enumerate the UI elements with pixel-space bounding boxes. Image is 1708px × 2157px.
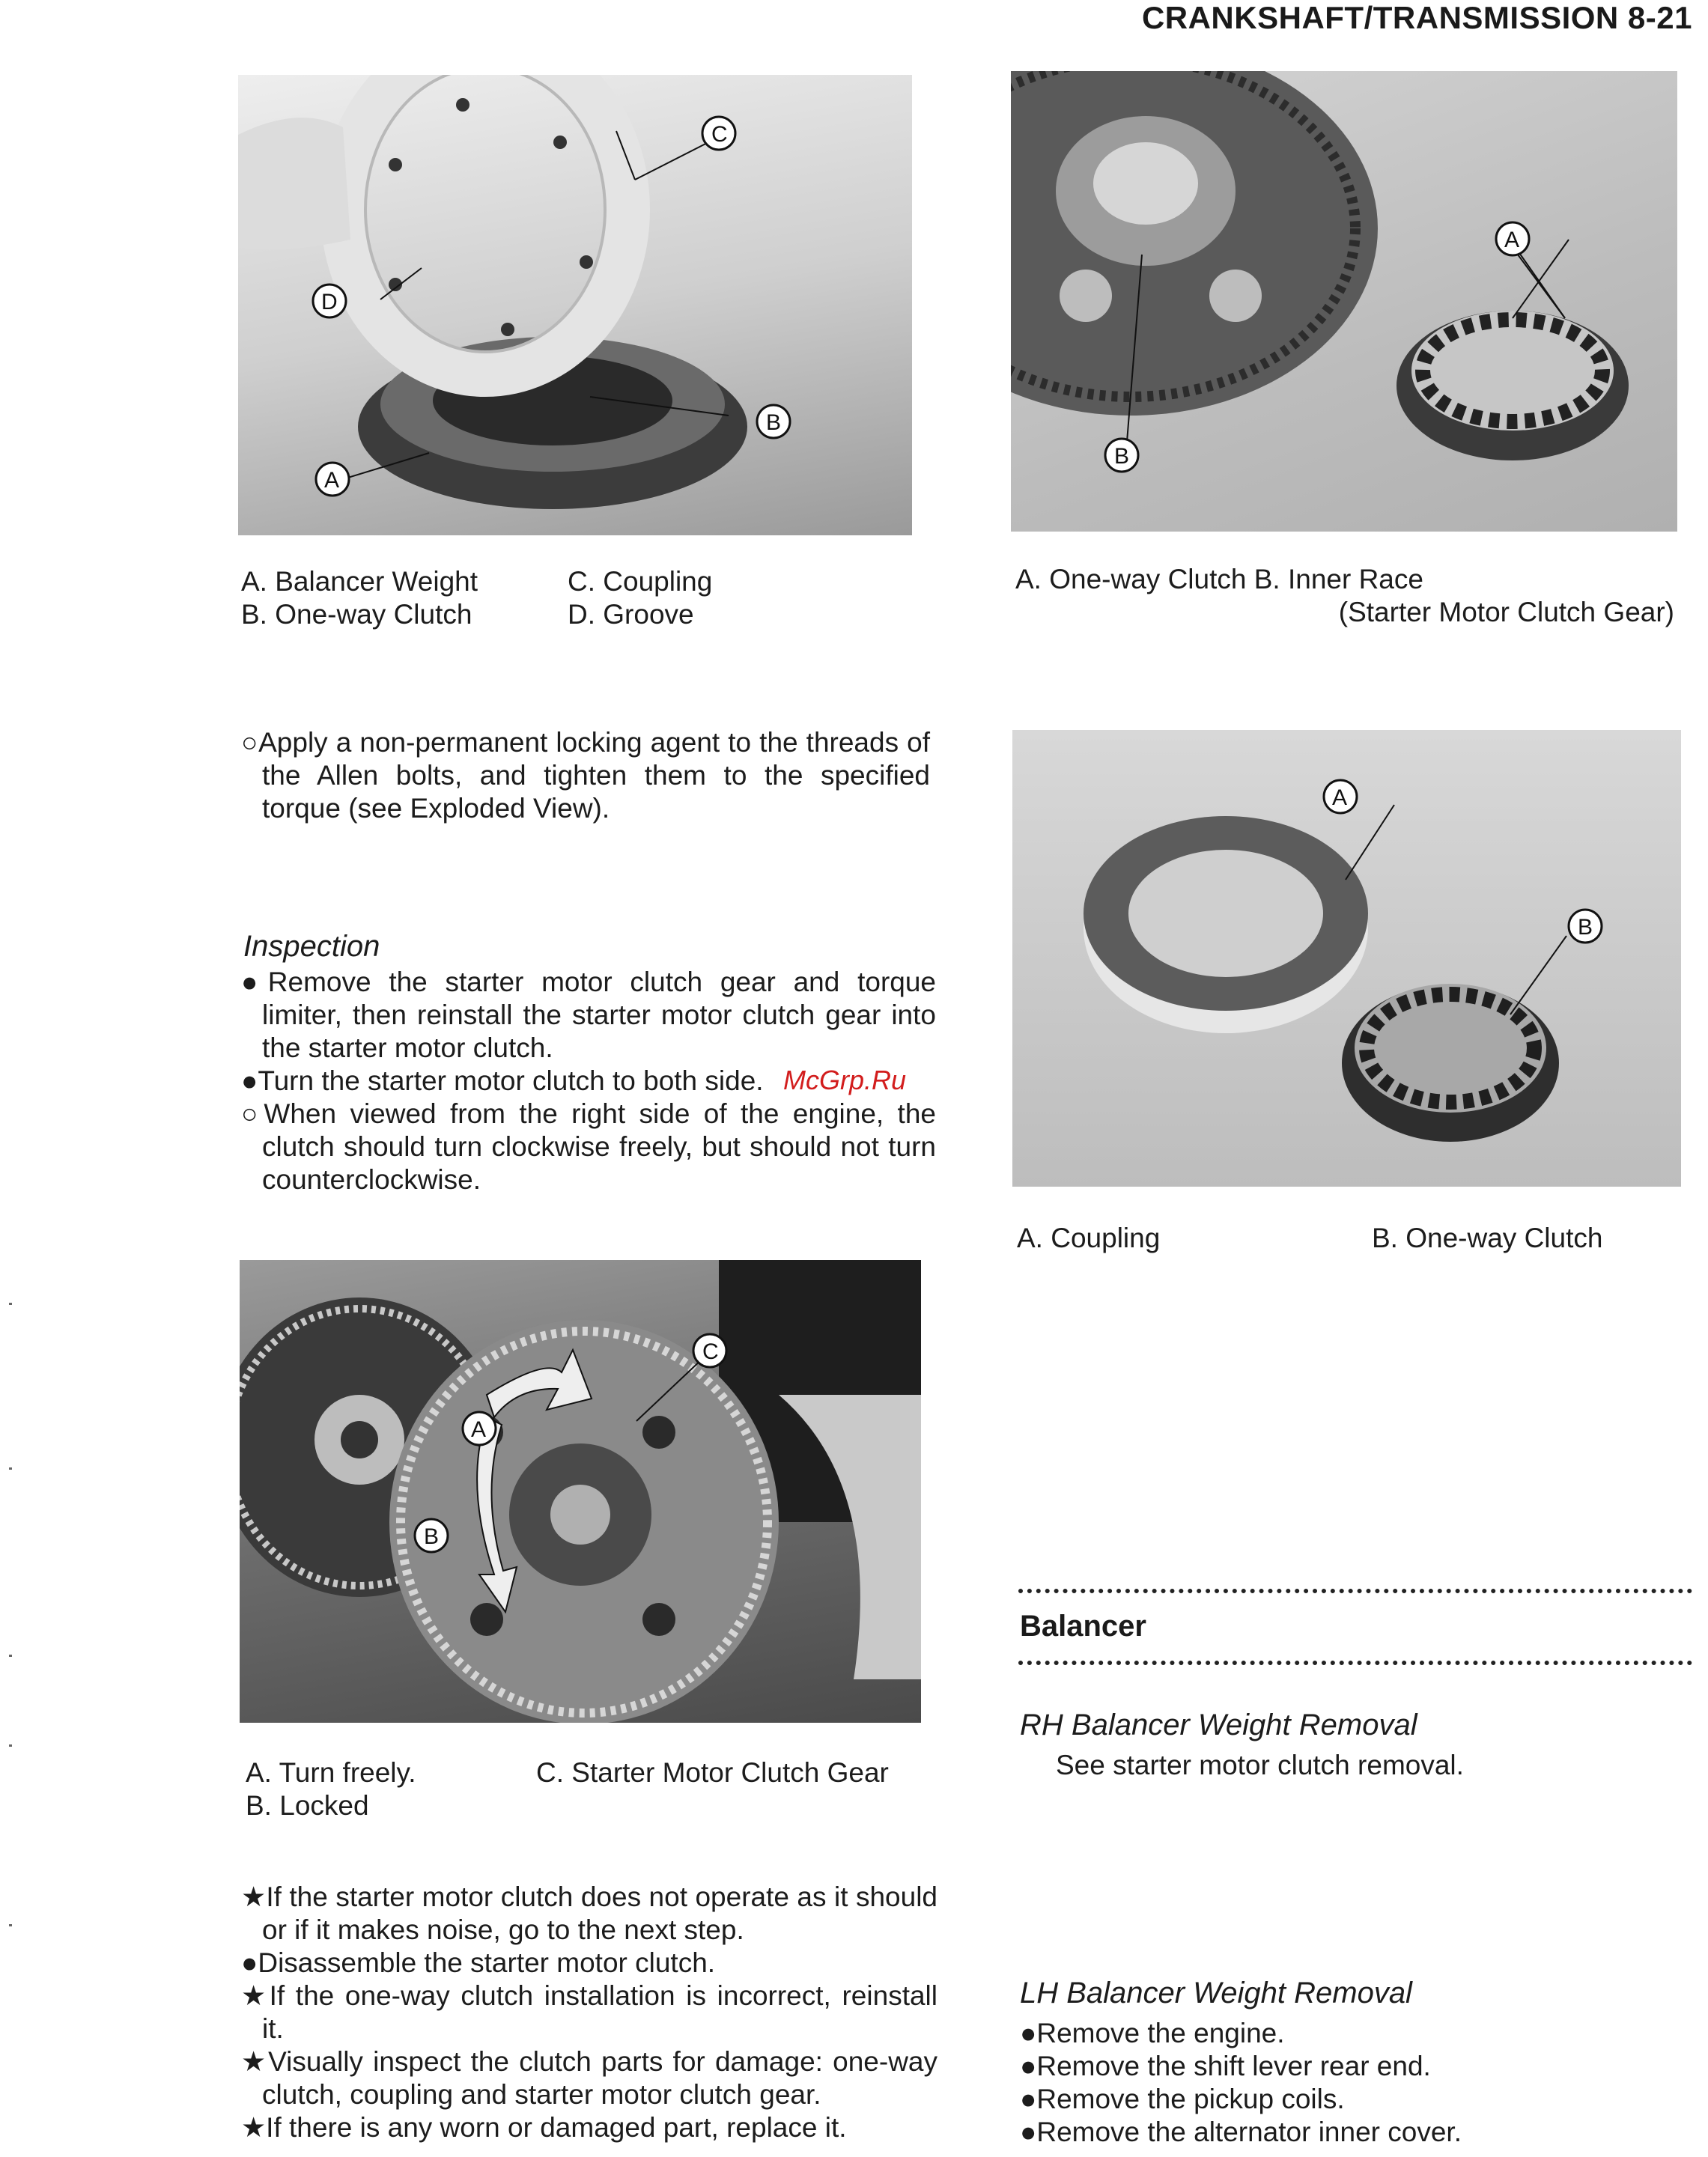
photo-balancer-weight xyxy=(238,75,912,535)
lh-balancer-list xyxy=(1020,2017,1679,2149)
callout-a xyxy=(316,463,349,496)
step-item: ★If there is any worn or damaged part, replace it. xyxy=(241,2112,847,2143)
step-item: ★If the starter motor clutch does not operate as it should or if it makes noise, go to the next step. xyxy=(241,1881,937,1945)
svg-text:A: A xyxy=(324,468,340,493)
photo-coupling-clutch xyxy=(1012,730,1681,1187)
disassembly-steps xyxy=(241,1881,937,2144)
page-header: CRANKSHAFT/TRANSMISSION 8-21 xyxy=(1141,0,1692,35)
svg-text:C: C xyxy=(702,1339,719,1364)
svg-text:B: B xyxy=(1578,915,1593,940)
margin-mark xyxy=(9,1467,12,1470)
caption-balancer-weight-col2: C. Coupling D. Groove xyxy=(568,566,713,630)
inspection-item: ●Remove the starter motor clutch gear and torque limiter, then reinstall the starter motor clutch gear into the starter motor clutch. xyxy=(241,967,936,1063)
step-item: ★Visually inspect the clutch parts for damage: one-way clutch, coupling and starter motor clutch gear. xyxy=(241,2046,937,2110)
inspection-item: ●Turn the starter motor clutch to both side. xyxy=(241,1065,764,1096)
balancer-weight-illustration xyxy=(238,75,912,535)
section-title-balancer: Balancer xyxy=(1020,1610,1146,1643)
svg-text:B: B xyxy=(766,410,782,435)
margin-mark xyxy=(9,1655,12,1657)
coupling-clutch-illustration xyxy=(1012,730,1681,1187)
caption-turn-test-col1: A. Turn freely. B. Locked xyxy=(246,1757,416,1821)
margin-mark xyxy=(9,1744,12,1747)
callout-d xyxy=(313,285,346,317)
inspection-heading: Inspection xyxy=(243,930,380,963)
svg-text:A: A xyxy=(1332,785,1348,810)
caption-coupling: A. Coupling xyxy=(1017,1223,1161,1253)
lh-item: ●Remove the shift lever rear end. xyxy=(1020,2051,1431,2081)
lh-balancer-heading: LH Balancer Weight Removal xyxy=(1020,1977,1412,2010)
callout-c xyxy=(702,117,735,150)
lh-item: ●Remove the alternator inner cover. xyxy=(1020,2117,1462,2147)
svg-text:D: D xyxy=(321,290,338,314)
margin-mark xyxy=(9,1924,12,1926)
turn-test-illustration xyxy=(240,1260,921,1723)
callout-b xyxy=(757,405,790,438)
svg-text:A: A xyxy=(1504,228,1520,252)
caption-balancer-weight-col1: A. Balancer Weight B. One-way Clutch xyxy=(241,566,478,630)
callout-c xyxy=(693,1334,726,1367)
callout-a xyxy=(1496,222,1529,255)
caption-one-way-clutch: B. One-way Clutch xyxy=(1372,1223,1603,1253)
inspection-item: ○When viewed from the right side of the engine, the clutch should turn clockwise freely, but should not turn counterclockwise. xyxy=(241,1098,936,1195)
lh-item: ●Remove the engine. xyxy=(1020,2018,1285,2048)
watermark-text: McGrp.Ru xyxy=(783,1065,907,1095)
apply-locking-agent-text: ○Apply a non-permanent locking agent to the threads of the Allen bolts, and tighten them to the specified torque (see Exploded View). xyxy=(241,727,930,824)
svg-text:B: B xyxy=(1114,444,1130,469)
one-way-inner-race-illustration xyxy=(1011,71,1677,532)
caption-turn-test-col2: C. Starter Motor Clutch Gear xyxy=(536,1757,889,1788)
photo-turn-test xyxy=(240,1260,921,1723)
callout-b xyxy=(1105,439,1138,472)
step-item: ★If the one-way clutch installation is incorrect, reinstall it. xyxy=(241,1980,937,2044)
rh-balancer-text: See starter motor clutch removal. xyxy=(1056,1750,1464,1780)
step-item: ●Disassemble the starter motor clutch. xyxy=(241,1947,716,1978)
svg-text:A: A xyxy=(471,1417,487,1442)
svg-text:B: B xyxy=(424,1524,440,1549)
section-divider-bottom xyxy=(1018,1661,1692,1665)
margin-mark xyxy=(9,1303,12,1305)
callout-a xyxy=(463,1412,496,1445)
section-divider-top xyxy=(1018,1589,1692,1593)
callout-b xyxy=(415,1519,448,1552)
caption-one-way-inner-race: A. One-way Clutch B. Inner Race (Starter Motor Clutch Gear) xyxy=(1015,564,1674,627)
rh-balancer-heading: RH Balancer Weight Removal xyxy=(1020,1709,1417,1741)
callout-a xyxy=(1324,780,1357,813)
svg-text:C: C xyxy=(711,122,728,147)
callout-b xyxy=(1569,910,1602,943)
photo-one-way-inner-race xyxy=(1011,71,1677,532)
lh-item: ●Remove the pickup coils. xyxy=(1020,2084,1345,2114)
